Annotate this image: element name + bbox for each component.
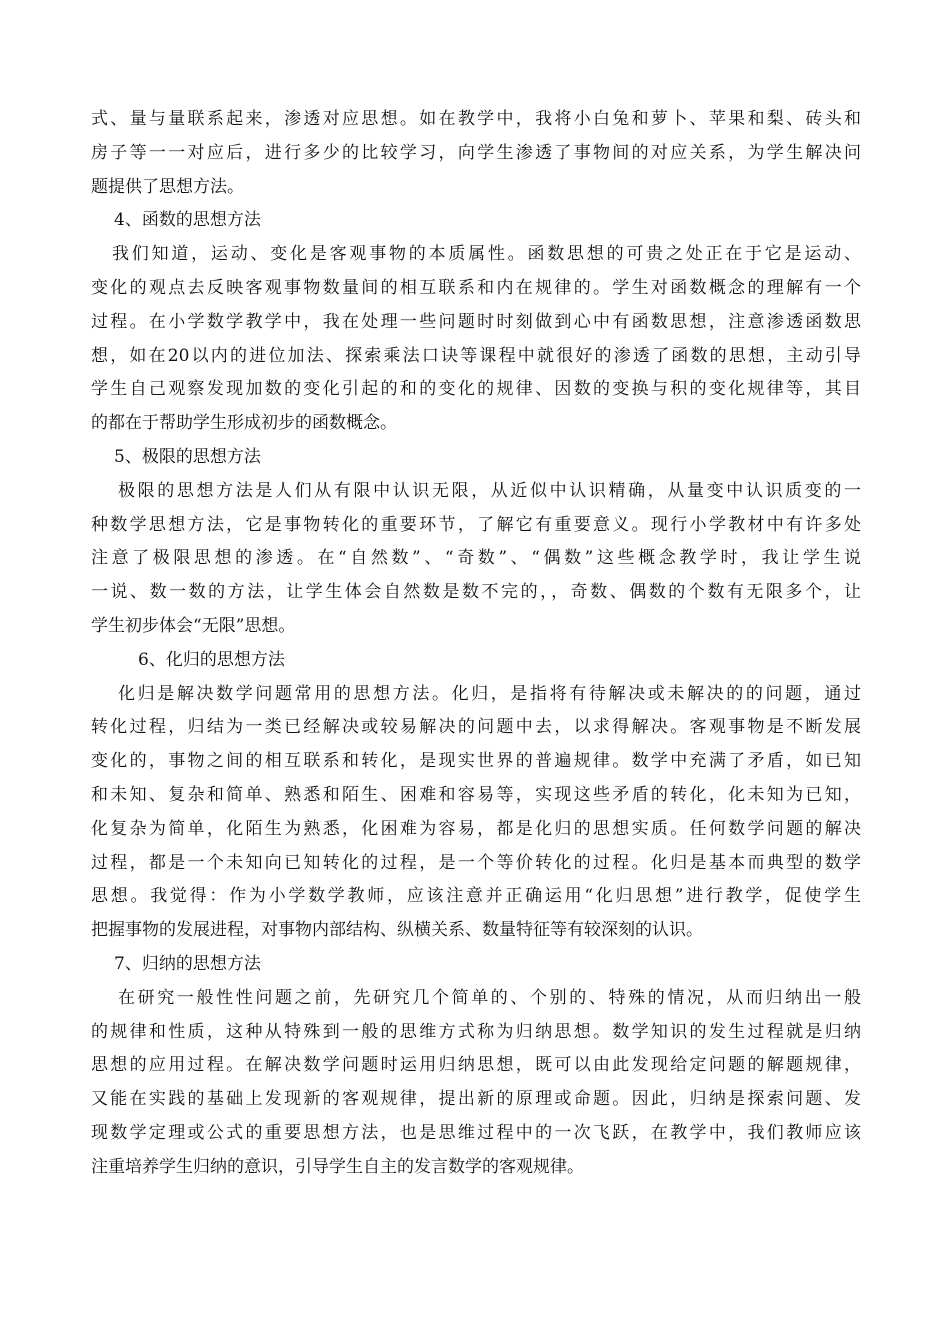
paragraph-line: 注意了极限思想的渗透。在“自然数”、“奇数”、“偶数”这些概念教学时，我让学生说 — [91, 548, 861, 569]
section-heading-4: 4、函数的思想方法 — [114, 210, 261, 231]
paragraph-line: 又能在实践的基础上发现新的客观规律，提出新的原理或命题。因此，归纳是探索问题、发 — [91, 1089, 861, 1110]
paragraph-line: 极限的思想方法是人们从有限中认识无限，从近似中认识精确，从量变中认识质变的一 — [118, 480, 861, 501]
section-heading-6: 6、化归的思想方法 — [138, 649, 285, 670]
paragraph-line: 的规律和性质，这种从特殊到一般的思维方式称为归纳思想。数学知识的发生过程就是归纳 — [91, 1021, 861, 1042]
paragraph-line: 变化的观点去反映客观事物数量间的相互联系和内在规律的。学生对函数概念的理解有一个 — [91, 277, 861, 298]
paragraph-line: 学生初步体会“无限”思想。 — [91, 615, 296, 636]
paragraph-line: 化复杂为简单，化陌生为熟悉，化困难为容易，都是化归的思想实质。任何数学问题的解决 — [91, 818, 861, 839]
paragraph-line: 学生自己观察发现加数的变化引起的和的变化的规律、因数的变换与积的变化规律等，其目 — [91, 379, 861, 400]
paragraph-line: 想，如在20以内的进位加法、探索乘法口诀等课程中就很好的渗透了函数的思想，主动引导 — [91, 345, 861, 366]
section-heading-5: 5、极限的思想方法 — [114, 446, 261, 467]
document-body — [91, 103, 861, 1185]
paragraph-line: 式、量与量联系起来，渗透对应思想。如在教学中，我将小白兔和萝卜、苹果和梨、砖头和 — [91, 109, 861, 129]
paragraph-line: 房子等一一对应后，进行多少的比较学习，向学生渗透了事物间的对应关系，为学生解决问 — [91, 142, 861, 163]
paragraph-line: 化归是解决数学问题常用的思想方法。化归，是指将有待解决或未解决的的问题，通过 — [118, 683, 861, 704]
paragraph-line: 和未知、复杂和简单、熟悉和陌生、困难和容易等，实现这些矛盾的转化，化未知为已知， — [91, 784, 861, 805]
paragraph-line: 把握事物的发展进程，对事物内部结构、纵横关系、数量特征等有较深刻的认识。 — [91, 920, 703, 941]
paragraph-line: 一说、数一数的方法，让学生体会自然数是数不完的，，奇数、偶数的个数有无限多个，让 — [91, 582, 861, 603]
paragraph-line: 变化的，事物之间的相互联系和转化，是现实世界的普遍规律。数学中充满了矛盾，如已知 — [91, 751, 861, 772]
paragraph-line: 注重培养学生归纳的意识，引导学生自主的发言数学的客观规律。 — [91, 1156, 584, 1177]
paragraph-line: 过程，都是一个未知向已知转化的过程，是一个等价转化的过程。化归是基本而典型的数学 — [91, 852, 861, 873]
paragraph-line: 我们知道，运动、变化是客观事物的本质属性。函数思想的可贵之处正在于它是运动、 — [112, 244, 861, 265]
paragraph-line: 在研究一般性性问题之前，先研究几个简单的、个别的、特殊的情况，从而归纳出一般 — [118, 987, 861, 1008]
paragraph-line: 思想的应用过程。在解决数学问题时运用归纳思想，既可以由此发现给定问题的解题规律， — [91, 1055, 861, 1076]
paragraph-line: 题提供了思想方法。 — [91, 176, 244, 197]
paragraph-line: 现数学定理或公式的重要思想方法，也是思维过程中的一次飞跃，在教学中，我们教师应该 — [91, 1122, 861, 1143]
paragraph-line: 转化过程，归结为一类已经解决或较易解决的问题中去，以求得解决。客观事物是不断发展 — [91, 717, 861, 738]
section-heading-7: 7、归纳的思想方法 — [114, 953, 261, 974]
paragraph-line: 过程。在小学数学教学中，我在处理一些问题时时刻做到心中有函数思想，注意渗透函数思 — [91, 311, 861, 332]
paragraph-line: 种数学思想方法，它是事物转化的重要环节，了解它有重要意义。现行小学教材中有许多处 — [91, 514, 861, 535]
paragraph-line: 的都在于帮助学生形成初步的函数概念。 — [91, 413, 397, 434]
paragraph-line: 思想。我觉得：作为小学数学教师，应该注意并正确运用“化归思想”进行教学，促使学生 — [91, 886, 861, 907]
